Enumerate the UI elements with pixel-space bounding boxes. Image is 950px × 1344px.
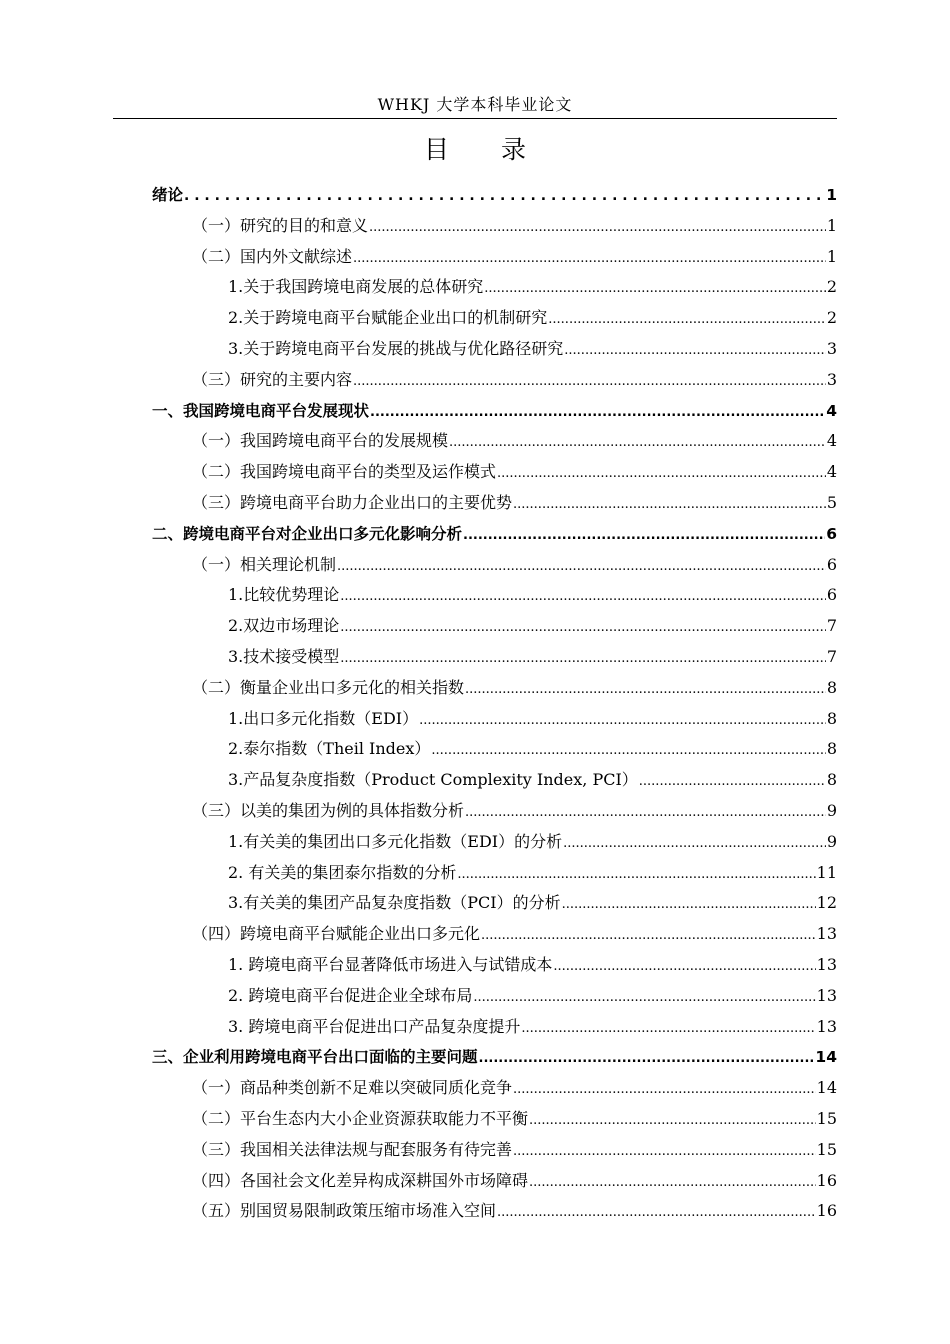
toc-entry[interactable]: [152, 426, 837, 457]
toc-entry[interactable]: [152, 919, 837, 950]
page-header: [113, 92, 837, 119]
toc-entry[interactable]: [152, 611, 837, 642]
toc-entry-label: （三）跨境电商平台助力企业出口的主要优势: [192, 492, 513, 512]
toc-entry-page-number: 13: [816, 985, 837, 1005]
toc-entry[interactable]: [152, 1012, 837, 1043]
toc-entry[interactable]: [152, 519, 837, 550]
toc-entry[interactable]: [152, 765, 837, 796]
toc-entry[interactable]: [152, 950, 837, 981]
toc-entry[interactable]: [152, 827, 837, 858]
dot-leader: [457, 858, 815, 891]
toc-entry[interactable]: [152, 334, 837, 365]
toc-entry-page-number: 14: [815, 1048, 837, 1067]
toc-entry-label: 3.有关美的集团产品复杂度指数（PCI）的分析: [228, 893, 561, 913]
toc-entry-label: （一）我国跨境电商平台的发展规模: [192, 431, 449, 451]
toc-entry-page-number: 3: [826, 338, 837, 358]
dot-leader: [184, 180, 825, 212]
toc-entry-page-number: 7: [826, 616, 837, 636]
dot-leader: [370, 396, 825, 429]
toc-entry-page-number: 7: [826, 646, 837, 666]
toc-entry[interactable]: [152, 580, 837, 611]
toc-entry-label: （二）衡量企业出口多元化的相关指数: [192, 677, 465, 697]
toc-entry[interactable]: [152, 1042, 837, 1073]
dot-leader: [484, 272, 826, 305]
dot-leader: [564, 334, 826, 367]
toc-entry-label: （二）我国跨境电商平台的类型及运作模式: [192, 462, 497, 482]
toc-entry-page-number: 6: [826, 585, 837, 605]
toc-entry-label: 三、企业利用跨境电商平台出口面临的主要问题: [152, 1048, 478, 1067]
toc-entry-page-number: 4: [826, 401, 837, 420]
toc-entry-label: 2.泰尔指数（Theil Index）: [228, 739, 431, 759]
toc-entry-page-number: 4: [826, 462, 837, 482]
dot-leader: [419, 704, 826, 737]
toc-entry-page-number: 5: [826, 492, 837, 512]
toc-entry-page-number: 9: [826, 831, 837, 851]
dot-leader: [479, 1042, 815, 1075]
toc-entry-page-number: 13: [816, 1016, 837, 1036]
toc-entry-page-number: 12: [816, 893, 837, 913]
dot-leader: [340, 642, 826, 675]
toc-entry-label: （三）研究的主要内容: [192, 369, 353, 389]
dot-leader: [465, 796, 826, 829]
dot-leader: [337, 550, 826, 583]
dot-leader: [563, 827, 826, 860]
toc-entry-label: 二、跨境电商平台对企业出口多元化影响分析: [152, 524, 463, 543]
dot-leader: [481, 919, 816, 952]
toc-entry[interactable]: [152, 796, 837, 827]
dot-leader: [353, 242, 826, 275]
header-text: WHKJ 大学本科毕业论文: [377, 95, 573, 114]
toc-entry-page-number: 6: [826, 524, 837, 543]
toc-entry-page-number: 2: [826, 308, 837, 328]
toc-entry-page-number: 1: [826, 186, 837, 204]
dot-leader: [340, 611, 826, 644]
toc-entry-page-number: 8: [826, 677, 837, 697]
dot-leader: [473, 981, 815, 1014]
toc-entry-page-number: 9: [826, 800, 837, 820]
dot-leader: [529, 1166, 816, 1199]
toc-entry-page-number: 14: [816, 1078, 837, 1098]
toc-entry-label: 3.技术接受模型: [228, 646, 340, 666]
table-of-contents: [152, 180, 837, 1227]
dot-leader: [463, 519, 825, 552]
toc-entry-page-number: 16: [816, 1170, 837, 1190]
toc-entry[interactable]: [152, 488, 837, 519]
toc-entry[interactable]: [152, 1135, 837, 1166]
toc-entry[interactable]: [152, 858, 837, 889]
toc-entry-label: （二）平台生态内大小企业资源获取能力不平衡: [192, 1108, 529, 1128]
toc-entry[interactable]: [152, 704, 837, 735]
toc-entry[interactable]: [152, 457, 837, 488]
toc-entry[interactable]: [152, 1196, 837, 1227]
toc-entry-page-number: 13: [816, 954, 837, 974]
toc-entry[interactable]: [152, 550, 837, 581]
toc-entry[interactable]: [152, 673, 837, 704]
toc-entry-page-number: 8: [826, 739, 837, 759]
toc-entry-label: （三）以美的集团为例的具体指数分析: [192, 800, 465, 820]
toc-entry[interactable]: [152, 242, 837, 273]
toc-entry-label: 3.产品复杂度指数（Product Complexity Index, PCI）: [228, 770, 638, 790]
toc-entry-label: 一、我国跨境电商平台发展现状: [152, 401, 370, 420]
toc-entry-page-number: 6: [826, 554, 837, 574]
toc-entry-label: 1.有关美的集团出口多元化指数（EDI）的分析: [228, 831, 563, 851]
toc-entry[interactable]: [152, 272, 837, 303]
toc-entry[interactable]: [152, 211, 837, 242]
dot-leader: [513, 1073, 816, 1106]
dot-leader: [553, 950, 815, 983]
toc-entry-label: （二）国内外文献综述: [192, 246, 353, 266]
toc-entry-label: 2.双边市场理论: [228, 616, 340, 636]
toc-entry-page-number: 11: [816, 862, 837, 882]
toc-entry-label: （一）相关理论机制: [192, 554, 337, 574]
toc-entry[interactable]: [152, 734, 837, 765]
toc-entry-page-number: 8: [826, 708, 837, 728]
toc-entry[interactable]: [152, 1104, 837, 1135]
toc-entry-label: 1. 跨境电商平台显著降低市场进入与试错成本: [228, 954, 553, 974]
toc-entry-page-number: 1: [826, 215, 837, 235]
toc-entry-label: 3. 跨境电商平台促进出口产品复杂度提升: [228, 1016, 521, 1036]
toc-entry[interactable]: [152, 642, 837, 673]
dot-leader: [465, 673, 826, 706]
dot-leader: [449, 426, 826, 459]
toc-entry-label: 绪论: [152, 186, 184, 204]
dot-leader: [548, 303, 826, 336]
toc-entry[interactable]: [152, 396, 837, 427]
toc-entry[interactable]: [152, 303, 837, 334]
toc-entry[interactable]: [152, 180, 837, 211]
toc-entry-page-number: 16: [816, 1201, 837, 1221]
toc-title: 目 录: [424, 135, 548, 164]
toc-entry-label: （一）研究的目的和意义: [192, 215, 369, 235]
dot-leader: [513, 1135, 816, 1168]
toc-entry-page-number: 3: [826, 369, 837, 389]
toc-entry-page-number: 15: [816, 1108, 837, 1128]
toc-entry-page-number: 8: [826, 770, 837, 790]
dot-leader: [497, 1196, 816, 1229]
toc-entry-label: 1.关于我国跨境电商发展的总体研究: [228, 277, 484, 297]
dot-leader: [513, 488, 826, 521]
toc-entry-page-number: 1: [826, 246, 837, 266]
dot-leader: [562, 888, 816, 921]
toc-entry-page-number: 4: [826, 431, 837, 451]
dot-leader: [431, 734, 825, 767]
toc-entry[interactable]: [152, 981, 837, 1012]
dot-leader: [639, 765, 826, 798]
toc-entry-label: （一）商品种类创新不足难以突破同质化竞争: [192, 1078, 513, 1098]
toc-entry-label: （五）别国贸易限制政策压缩市场准入空间: [192, 1201, 497, 1221]
toc-entry-page-number: 13: [816, 924, 837, 944]
toc-entry[interactable]: [152, 888, 837, 919]
toc-entry[interactable]: [152, 365, 837, 396]
toc-entry-label: （四）跨境电商平台赋能企业出口多元化: [192, 924, 481, 944]
toc-entry-label: 2.关于跨境电商平台赋能企业出口的机制研究: [228, 308, 548, 328]
toc-entry-label: 1.出口多元化指数（EDI）: [228, 708, 419, 728]
toc-entry[interactable]: [152, 1073, 837, 1104]
dot-leader: [353, 365, 826, 398]
dot-leader: [497, 457, 826, 490]
dot-leader: [521, 1012, 815, 1045]
toc-entry-label: 2. 有关美的集团泰尔指数的分析: [228, 862, 457, 882]
toc-entry-page-number: 15: [816, 1139, 837, 1159]
dot-leader: [340, 580, 826, 613]
toc-entry-label: （四）各国社会文化差异构成深耕国外市场障碍: [192, 1170, 529, 1190]
toc-entry-label: 3.关于跨境电商平台发展的挑战与优化路径研究: [228, 338, 564, 358]
dot-leader: [369, 211, 826, 244]
toc-entry-label: 2. 跨境电商平台促进企业全球布局: [228, 985, 473, 1005]
dot-leader: [529, 1104, 816, 1137]
toc-entry-label: （三）我国相关法律法规与配套服务有待完善: [192, 1139, 513, 1159]
toc-entry-label: 1.比较优势理论: [228, 585, 340, 605]
toc-entry-page-number: 2: [826, 277, 837, 297]
toc-entry[interactable]: [152, 1166, 837, 1197]
